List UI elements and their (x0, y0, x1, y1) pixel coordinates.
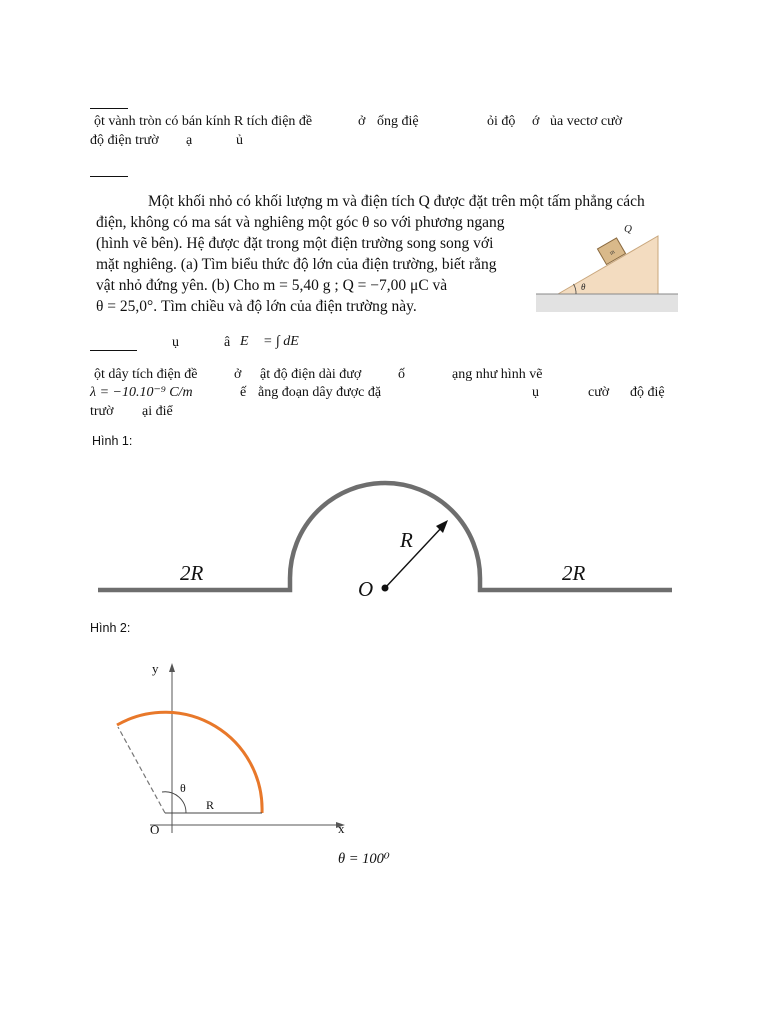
problem1-line2-c: ủ (236, 133, 243, 148)
problem1-line1-c: ống điệ (377, 114, 419, 129)
arc-end-dashed-radius (118, 727, 165, 813)
y-axis-arrow (169, 663, 175, 672)
problem3-line1-c: ật độ điện dài đượ (260, 367, 362, 382)
radius-label-fig2: R (206, 798, 215, 812)
problem3-line2-f: độ điệ (630, 385, 665, 400)
problem3-line2-b: ế (240, 385, 247, 400)
x-axis-label: x (338, 821, 345, 836)
figure2-caption: Hình 2: (90, 621, 131, 635)
center-label: O (358, 577, 374, 601)
figure2-diagram (110, 655, 360, 840)
incline-figure (536, 214, 678, 312)
problem2-line-5: vật nhỏ đứng yên. (b) Cho m = 5,40 g ; Q = −7,00 μC và (96, 277, 448, 294)
problem3-line3-b: ại điể (142, 404, 173, 419)
problem1-line1-b: ở (358, 114, 366, 129)
charged-arc (117, 712, 262, 813)
problem1-marker-rule (90, 108, 128, 109)
problem3-marker-rule (90, 350, 137, 351)
problem2-line-6: θ = 25,0°. Tìm chiều và độ lớn của điện trường này. (96, 298, 417, 315)
problem3-line1-a: ột dây tích điện đề (94, 367, 198, 382)
problem2-line-2: điện, không có ma sát và nghiêng một góc θ so với phương ngang (96, 214, 505, 231)
problem3-line1-b: ở (234, 367, 242, 382)
radius-arrow-line (385, 526, 443, 588)
problem3-heading-a: ụ (172, 335, 179, 350)
radius-label: R (400, 528, 413, 552)
y-axis-label: y (152, 661, 159, 676)
angle-label: θ (581, 282, 586, 292)
center-point (382, 585, 389, 592)
charge-label: Q (624, 223, 632, 235)
figure1-caption: Hình 1: (92, 434, 133, 448)
right-length-label: 2R (562, 561, 586, 585)
problem1-line1-e: ớ (532, 114, 540, 129)
problem3-heading-b: â (224, 335, 231, 350)
incline-ground (536, 294, 678, 312)
figure1-diagram (90, 478, 680, 603)
problem3-line1-d: ố (398, 367, 405, 382)
problem3-line1-e: ạng như hình vẽ (452, 367, 543, 382)
problem3-line3-a: trườ (90, 404, 114, 419)
problem1-line1-f: ủa vectơ cườ (550, 114, 623, 129)
problem2-marker-rule (90, 176, 128, 177)
problem3-line2-d: ụ (532, 385, 539, 400)
problem3-line2-e: cườ (588, 385, 610, 400)
problem3-line2-c: ằng đoạn dây được đặ (258, 385, 382, 400)
origin-label: O (150, 822, 160, 837)
problem2-line-1: Một khối nhỏ có khối lượng m và điện tích Q được đặt trên một tấm phẳng cách (148, 193, 645, 210)
problem1-line1-a: ột vành tròn có bán kính R tích điện đề (94, 114, 313, 129)
theta-label: θ (180, 781, 186, 795)
field-integral-formula: E⃗ = ∫ dE⃗ (240, 334, 310, 349)
problem1-line1-d: ỏi độ (487, 114, 516, 129)
left-length-label: 2R (180, 561, 204, 585)
problem2-line-3: (hình vẽ bên). Hệ được đặt trong một điện trường song song với (96, 235, 494, 252)
problem1-line2-b: ạ (186, 133, 193, 148)
problem1-line2-a: độ điện trườ (90, 133, 159, 148)
theta-value-equation: θ = 100⁰ (338, 851, 390, 867)
problem3-line2-a: λ = −10.10⁻⁹ C/m (90, 385, 193, 400)
block-mass-label: m (608, 249, 617, 257)
problem2-line-4: mặt nghiêng. (a) Tìm biểu thức độ lớn của điện trường, biết rằng (96, 256, 497, 273)
